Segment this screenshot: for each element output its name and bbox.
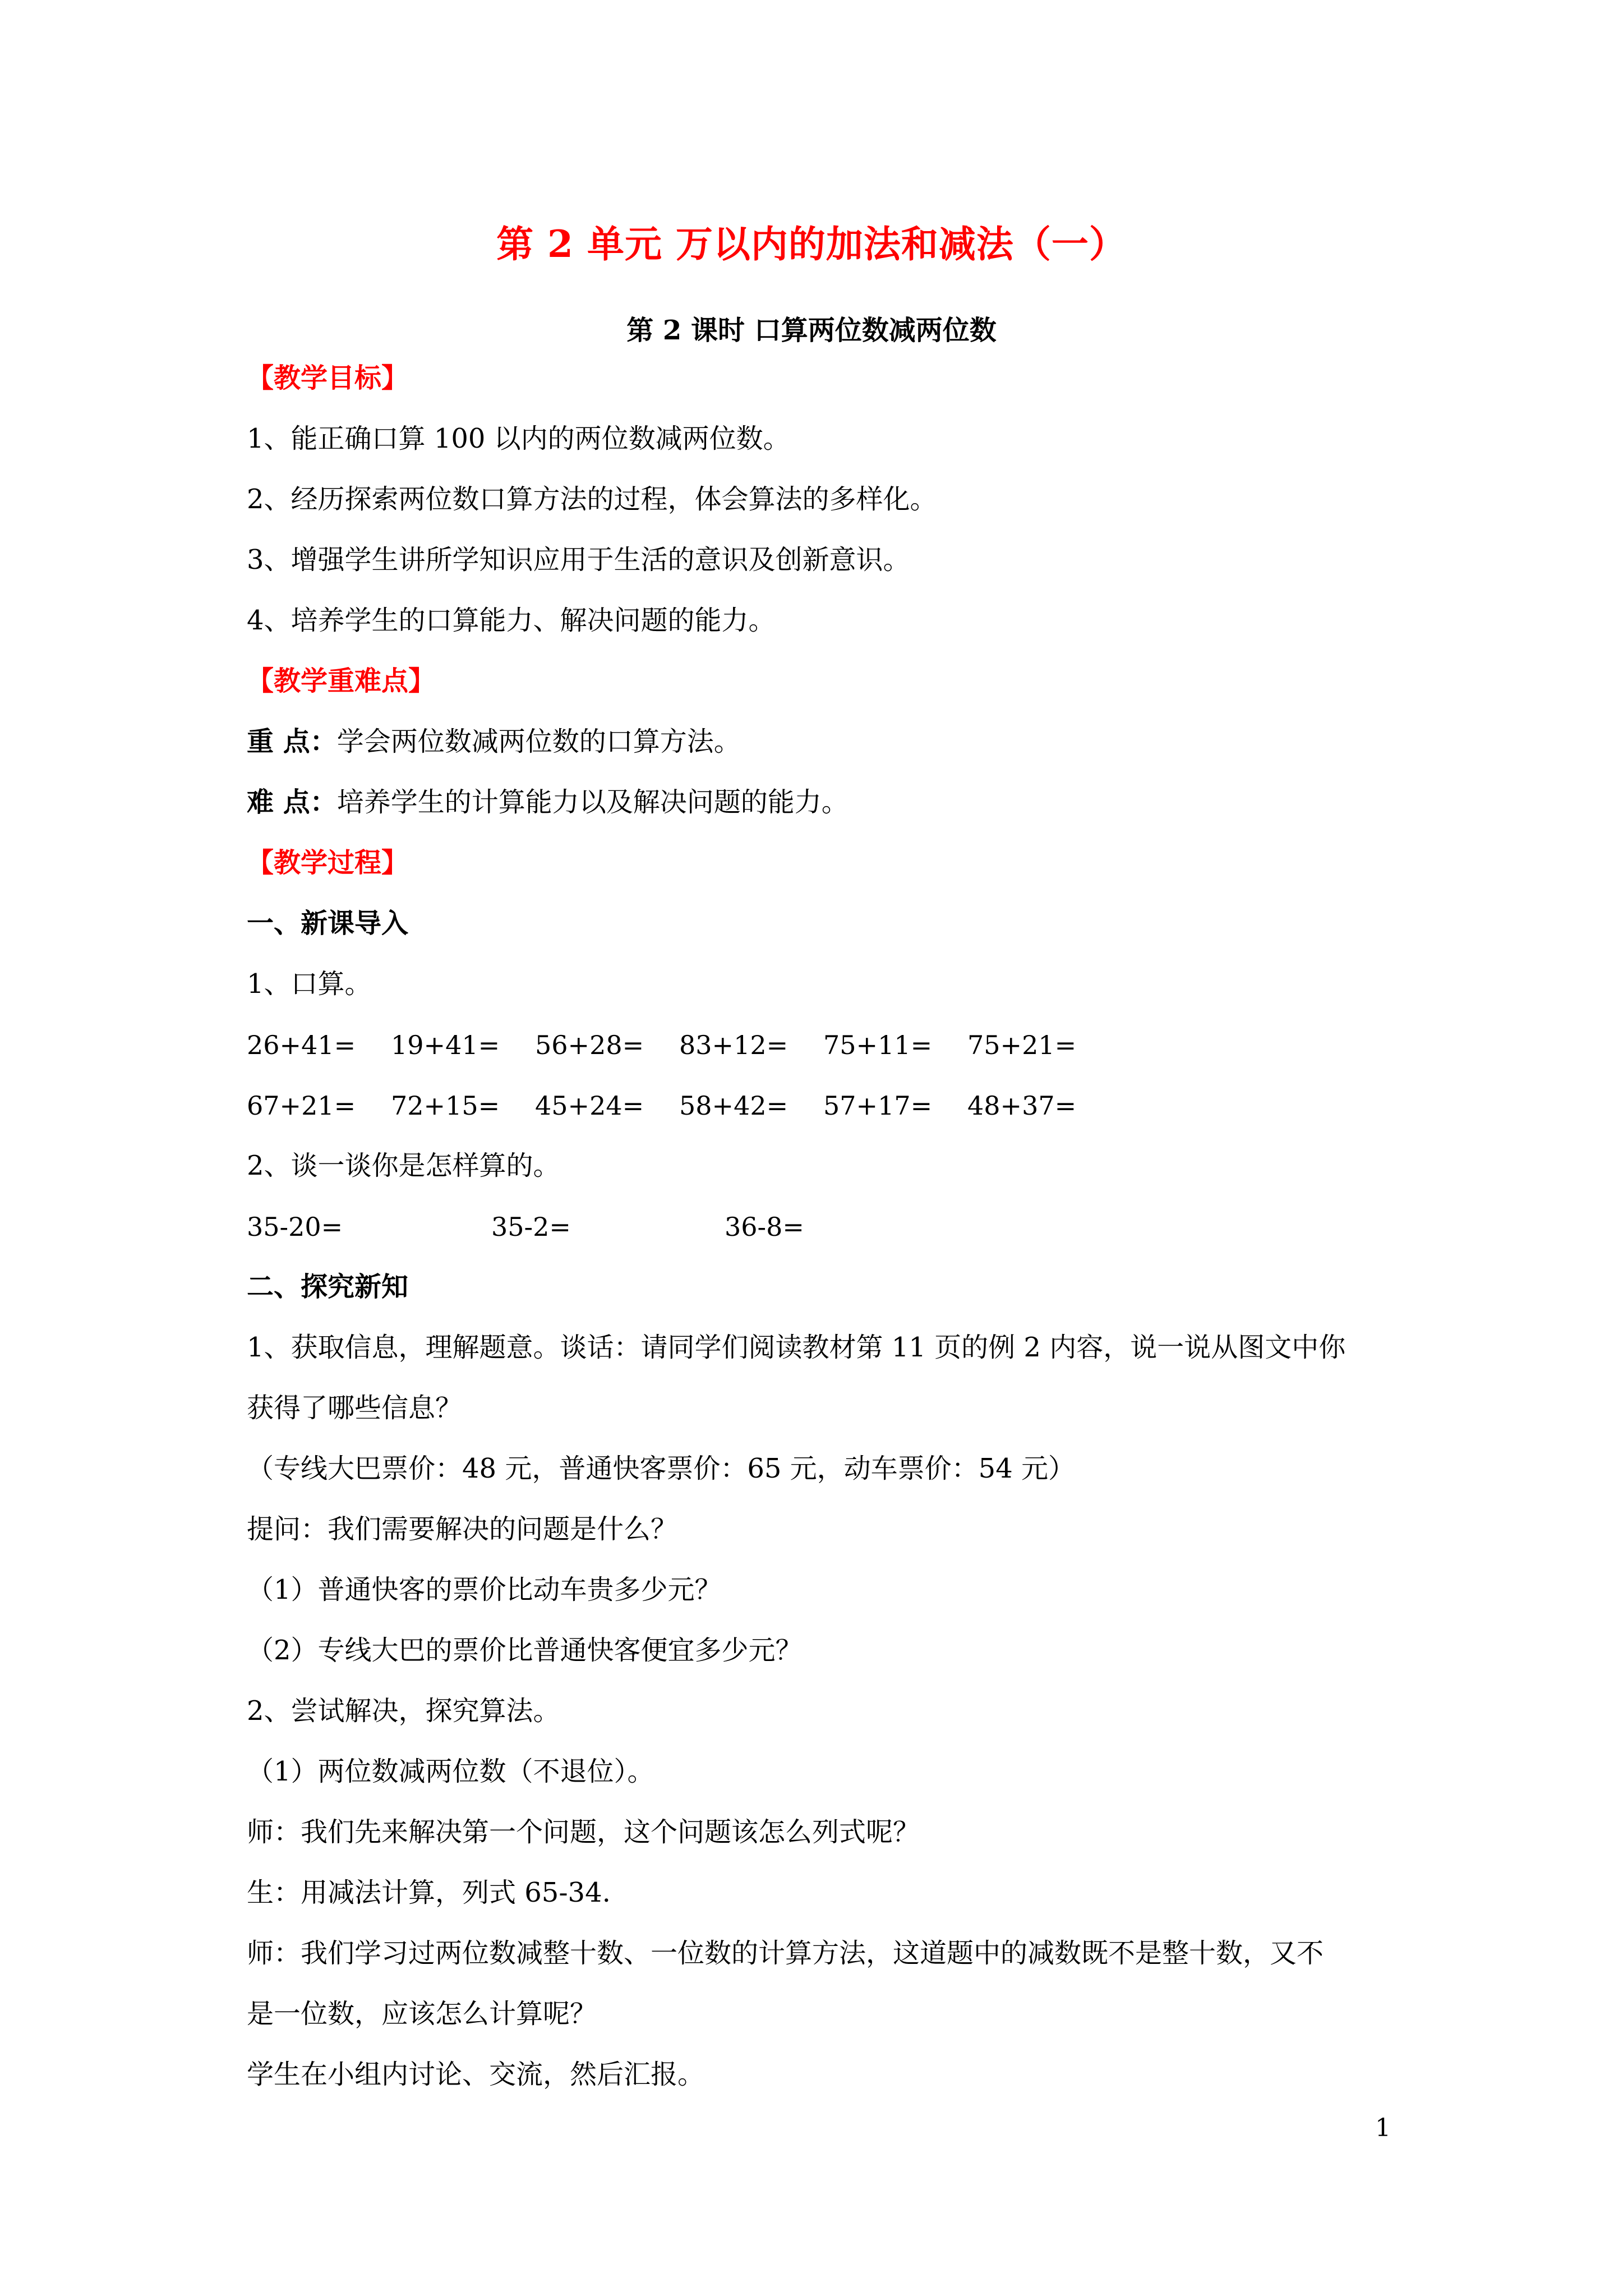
math-expression: 36-8=: [725, 1212, 804, 1242]
math-expression: 67+21=: [247, 1091, 356, 1121]
paragraph: 学生在小组内讨论、交流，然后汇报。: [247, 2059, 705, 2090]
paragraph: 提问：我们需要解决的问题是什么？: [247, 1513, 678, 1545]
paragraph: 2、谈一谈你是怎样算的。: [247, 1150, 560, 1181]
math-expression: 83+12=: [679, 1030, 789, 1060]
math-expression: 72+15=: [391, 1091, 500, 1121]
section-heading: 一、新课导入: [247, 908, 409, 939]
lesson-subtitle: 第 2 课时 口算两位数减两位数: [626, 315, 997, 346]
goal-item: 3、增强学生讲所学知识应用于生活的意识及创新意识。: [247, 544, 910, 576]
math-expression: 48+37=: [967, 1091, 1077, 1121]
paragraph: 1、获取信息，理解题意。谈话：请同学们阅读教材第 11 页的例 2 内容，说一说从图文中你: [247, 1332, 1346, 1363]
math-expression: 58+42=: [679, 1091, 789, 1121]
paragraph: 师：我们先来解决第一个问题，这个问题该怎么列式呢？: [247, 1816, 920, 1848]
math-expression: 57+17=: [823, 1091, 933, 1121]
goals-heading: 【教学目标】: [247, 362, 409, 394]
math-expression: 75+21=: [967, 1030, 1077, 1060]
key-point: [247, 726, 741, 758]
unit-title: 第 2 单元 万以内的加法和减法（一）: [496, 222, 1127, 266]
paragraph: 师：我们学习过两位数减整十数、一位数的计算方法，这道题中的减数既不是整十数，又不: [247, 1938, 1324, 1969]
paragraph: 获得了哪些信息？: [247, 1392, 463, 1424]
paragraph: （专线大巴票价：48 元，普通快客票价：65 元，动车票价：54 元）: [247, 1453, 1076, 1484]
keypoints-heading: 【教学重难点】: [247, 665, 436, 697]
math-expression: 75+11=: [823, 1030, 933, 1060]
paragraph: 1、口算。: [247, 968, 372, 1000]
paragraph: （2）专线大巴的票价比普通快客便宜多少元？: [247, 1635, 803, 1666]
math-expression: 56+28=: [535, 1030, 644, 1060]
process-heading: 【教学过程】: [247, 847, 409, 878]
goal-item: 4、培养学生的口算能力、解决问题的能力。: [247, 605, 776, 636]
math-expression: 35-2=: [491, 1212, 571, 1242]
paragraph: 2、尝试解决，探究算法。: [247, 1695, 560, 1727]
math-expression: 19+41=: [391, 1030, 500, 1060]
math-expression: 45+24=: [535, 1091, 644, 1121]
hard-label: 难 点：: [247, 786, 337, 818]
paragraph: 生：用减法计算，列式 65-34.: [247, 1877, 611, 1908]
paragraph: （1）两位数减两位数（不退位）。: [247, 1756, 654, 1787]
math-expression: 35-20=: [247, 1212, 343, 1242]
hard-text: 培养学生的计算能力以及解决问题的能力。: [336, 786, 849, 818]
paragraph: （1）普通快客的票价比动车贵多少元？: [247, 1574, 722, 1605]
hard-point: [247, 786, 849, 819]
goal-item: 2、经历探索两位数口算方法的过程，体会算法的多样化。: [247, 484, 937, 515]
paragraph: 是一位数，应该怎么计算呢？: [247, 1998, 597, 2030]
page-number: 1: [1375, 2114, 1391, 2142]
math-expression: 26+41=: [247, 1030, 356, 1060]
goal-item: 1、能正确口算 100 以内的两位数减两位数。: [247, 423, 790, 454]
key-text: 学会两位数减两位数的口算方法。: [336, 726, 741, 757]
section-heading: 二、探究新知: [247, 1271, 409, 1303]
key-label: 重 点：: [247, 726, 337, 757]
